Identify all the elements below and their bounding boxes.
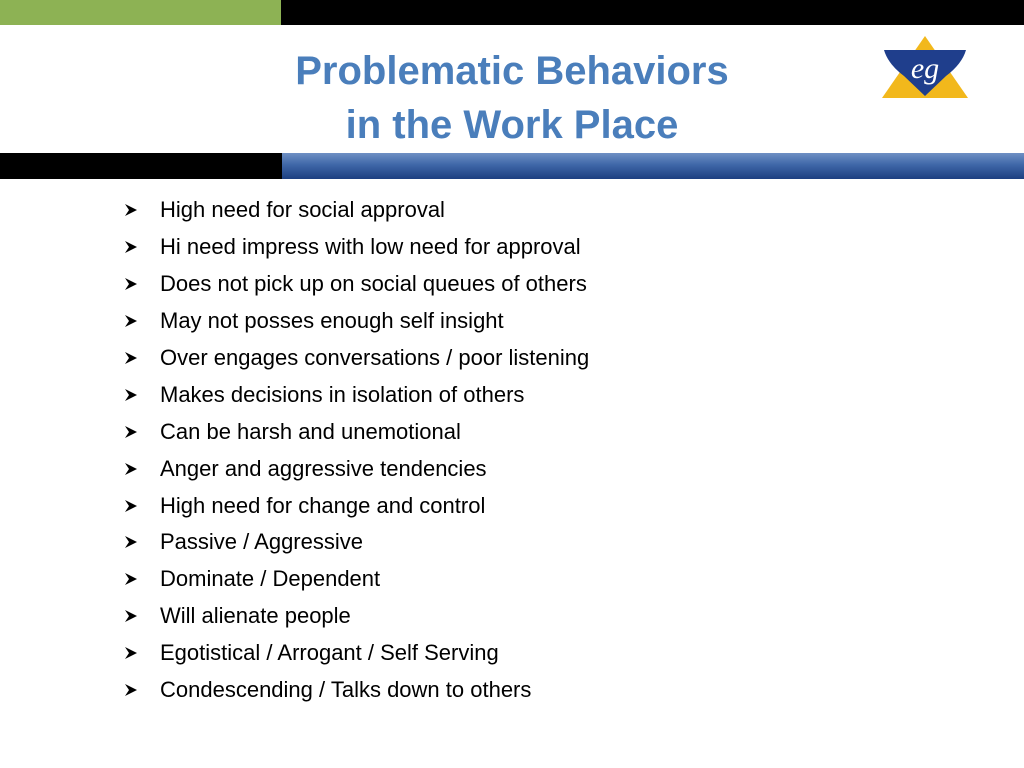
bullet-text: Passive / Aggressive (160, 529, 363, 555)
eg-logo (878, 34, 972, 102)
top-accent-green-bar (0, 0, 281, 25)
arrowhead-bullet-icon (124, 351, 160, 365)
bullet-item (124, 303, 589, 340)
bullet-item (124, 192, 589, 229)
bullet-text: Dominate / Dependent (160, 566, 381, 592)
bullet-text: Anger and aggressive tendencies (160, 455, 487, 481)
top-accent-black-bar (281, 0, 1024, 25)
arrowhead-bullet-icon (124, 314, 160, 328)
bullet-text: Makes decisions in isolation of others (160, 381, 525, 407)
bullet-item (124, 487, 589, 524)
arrowhead-bullet-icon (124, 240, 160, 254)
bullet-text: Condescending / Talks down to others (160, 677, 532, 703)
bullet-item (124, 266, 589, 303)
arrowhead-bullet-icon (124, 203, 160, 217)
arrowhead-bullet-icon (124, 277, 160, 291)
divider-blue-bar (282, 153, 1024, 179)
arrowhead-bullet-icon (124, 462, 160, 476)
bullet-item (124, 340, 589, 377)
bullet-text: Can be harsh and unemotional (160, 418, 461, 444)
bullet-item (124, 672, 589, 709)
bullet-text: May not posses enough self insight (160, 308, 504, 334)
bullet-item (124, 229, 589, 266)
bullet-text: Does not pick up on social queues of others (160, 271, 587, 297)
bullet-text: Over engages conversations / poor listening (160, 345, 590, 370)
title-line-2: in the Work Place (345, 103, 679, 147)
arrowhead-bullet-icon (124, 499, 160, 513)
logo-text: eg (910, 52, 940, 85)
bullet-text: High need for change and control (160, 492, 486, 518)
arrowhead-bullet-icon (124, 609, 160, 623)
bullet-item (124, 376, 589, 413)
arrowhead-bullet-icon (124, 683, 160, 697)
arrowhead-bullet-icon (124, 388, 160, 402)
bullet-text: Egotistical / Arrogant / Self Serving (160, 640, 499, 666)
divider-black-bar (0, 153, 282, 179)
arrowhead-bullet-icon (124, 572, 160, 586)
bullet-item (124, 524, 589, 561)
title-line-1: Problematic Behaviors (295, 49, 729, 93)
bullet-item (124, 413, 589, 450)
slide-title (0, 44, 1024, 152)
bullet-text: Will alienate people (160, 603, 351, 629)
bullet-item (124, 635, 589, 672)
bullet-text: High need for social approval (160, 197, 445, 223)
bullet-text: Hi need impress with low need for approval (160, 234, 581, 260)
arrowhead-bullet-icon (124, 646, 160, 660)
bullet-item (124, 598, 589, 635)
bullet-item (124, 450, 589, 487)
arrowhead-bullet-icon (124, 535, 160, 549)
bullet-list (124, 192, 589, 708)
arrowhead-bullet-icon (124, 425, 160, 439)
bullet-item (124, 561, 589, 598)
